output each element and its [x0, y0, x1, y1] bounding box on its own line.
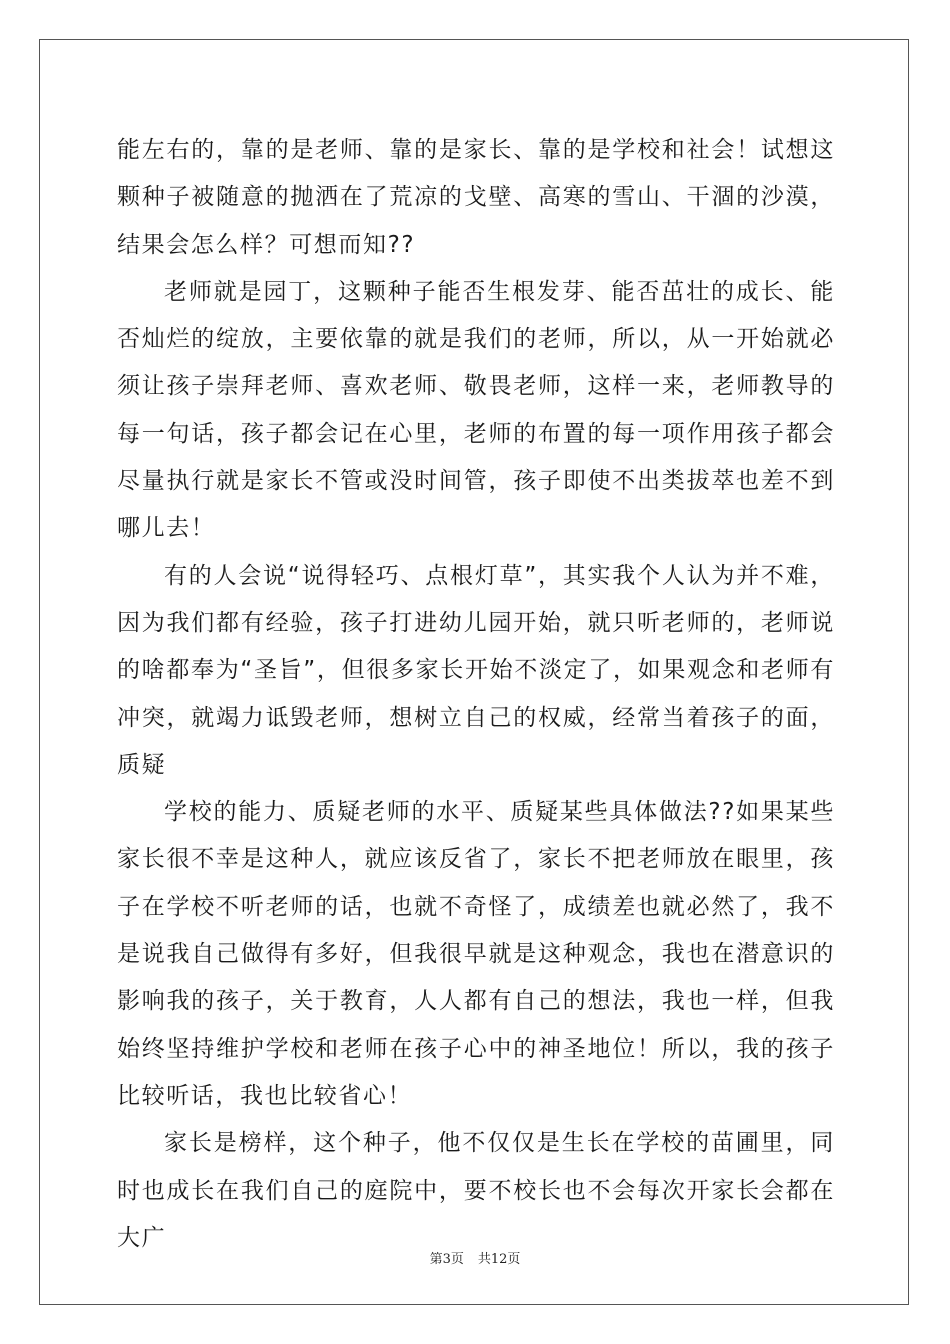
page-footer: [0, 1248, 950, 1267]
paragraph-2: 老师就是园丁，这颗种子能否生根发芽、能否茁壮的成长、能否灿烂的绽放，主要依靠的就是我们的老师，所以，从一开始就必须让孩子崇拜老师、喜欢老师、敬畏老师，这样一来，老师教导的每一句话，孩子都会记在心里，老师的布置的每一项作用孩子都会尽量执行就是家长不管或没时间管，孩子即使不出类拔萃也差不到哪儿去！: [117, 278, 835, 542]
paragraph-5: 家长是榜样，这个种子，他不仅仅是生长在学校的苗圃里，同时也成长在我们自己的庭院中，要不校长也不会每次开家长会都在大广: [117, 1130, 835, 1251]
paragraph-4: 学校的能力、质疑老师的水平、质疑某些具体做法??如果某些家长很不幸是这种人，就应该反省了，家长不把老师放在眼里，孩子在学校不听老师的话，也就不奇怪了，成绩差也就必然了，我不是说我自己做得有多好，但我很早就是这种观念，我也在潜意识的影响我的孩子，关于教育，人人都有自己的想法，我也一样，但我始终坚持维护学校和老师在孩子心中的神圣地位！所以，我的孩子比较听话，我也比较省心！: [117, 799, 835, 1109]
paragraph-3: 有的人会说“说得轻巧、点根灯草”，其实我个人认为并不难，因为我们都有经验，孩子打进幼儿园开始，就只听老师的，老师说的啥都奉为“圣旨”，但很多家长开始不淡定了，如果观念和老师有冲突，就竭力诋毁老师，想树立自己的权威，经常当着孩子的面，质疑: [117, 562, 835, 778]
document-body: [117, 127, 835, 1262]
page-total: 共12页: [477, 1252, 521, 1267]
paragraph-1: 能左右的，靠的是老师、靠的是家长、靠的是学校和社会！试想这颗种子被随意的抛洒在了荒凉的戈壁、高寒的雪山、干涸的沙漠，结果会怎么样？可想而知??: [117, 137, 835, 258]
page-number: 第3页: [429, 1252, 464, 1267]
